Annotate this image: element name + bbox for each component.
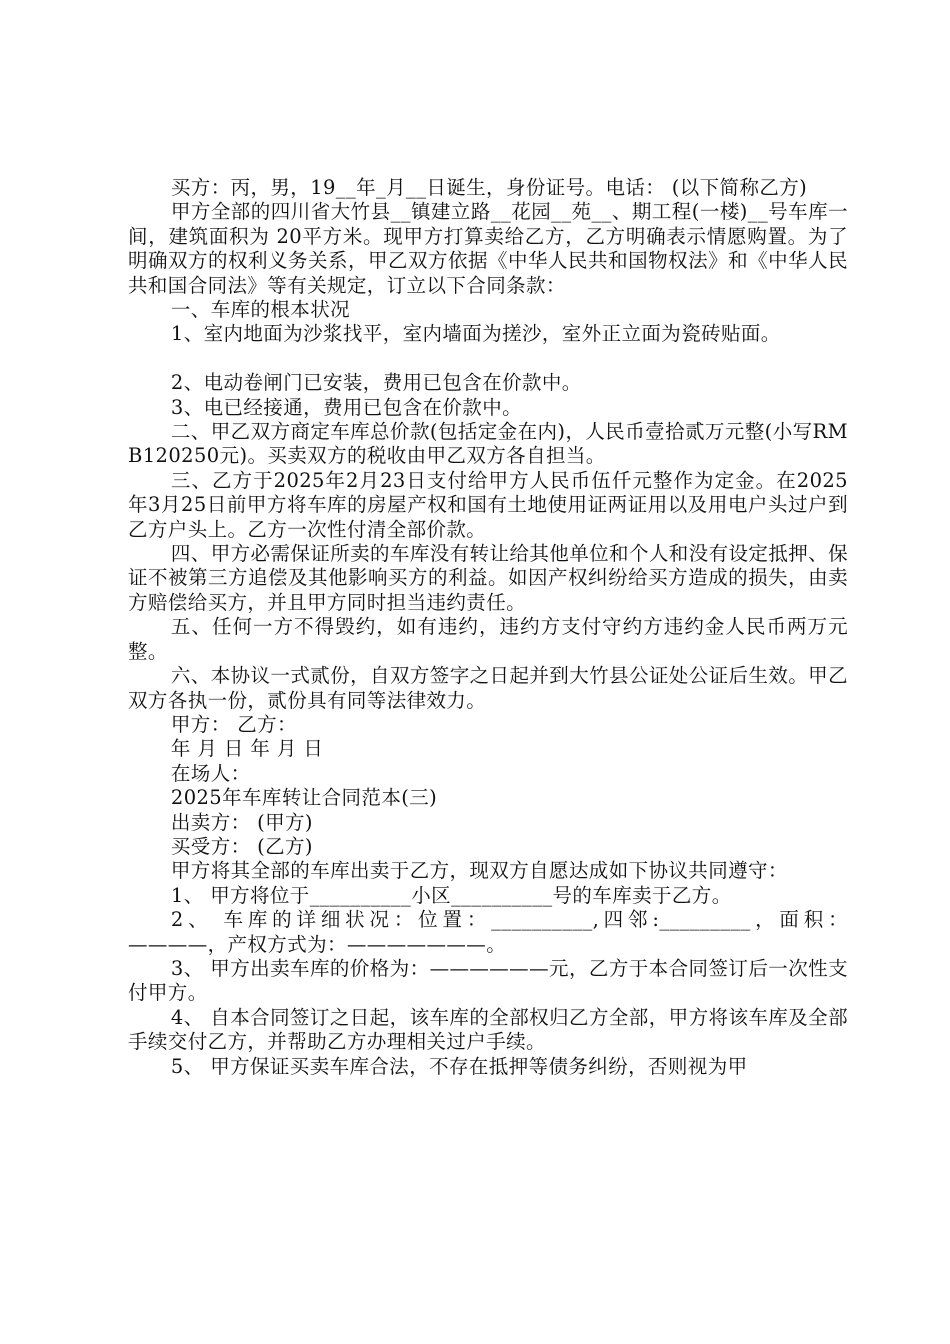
clause-deposit-paragraph: 三、乙方于2025年2月23日支付给甲方人民币伍仟元整作为定金。在2025年3月25日前甲方将车库的房屋产权和国有土地使用证两证用以及用电户头过户到乙方户头上。乙方一次性付清全部价款。 bbox=[128, 468, 848, 541]
clause-paragraph: 5、 甲方保证买卖车库合法，不存在抵押等债务纠纷，否则视为甲 bbox=[170, 1054, 748, 1078]
witness-line: 在场人： bbox=[170, 761, 251, 785]
clause-paragraph: 1、 甲方将位于__________小区__________号的车库卖于乙方。 bbox=[170, 883, 732, 907]
clause-paragraph: 4、 自本合同签订之日起，该车库的全部权归乙方全部，甲方将该车库及全部手续交付乙方，并帮助乙方办理相关过户手续。 bbox=[128, 1005, 848, 1054]
clause-paragraph: 2、 车库的详细状况：位置：__________,四邻:_________，面积：————，产权方式为：———————。 bbox=[128, 908, 848, 956]
section-title: 2025年车库转让合同范本(三) bbox=[170, 786, 438, 810]
clause-paragraph: 3、电已经接通，费用已包含在价款中。 bbox=[170, 395, 522, 419]
clause-guarantee-paragraph: 四、甲方必需保证所卖的车库没有转让给其他单位和个人和没有设定抵押、保证不被第三方追偿及其他影响买方的利益。如因产权纠纷给买方造成的损失，由卖方赔偿给买方，并且甲方同时担当违约责任。 bbox=[128, 542, 848, 614]
date-line: 年 月 日 年 月 日 bbox=[170, 737, 324, 761]
clause-effect-paragraph: 六、本协议一式贰份，自双方签字之日起并到大竹县公证处公证后生效。甲乙双方各执一份，贰份具有同等法律效力。 bbox=[128, 664, 848, 712]
clause-price-paragraph: 二、甲乙双方商定车库总价款(包括定金在内)，人民币壹拾贰万元整(小写RMB120250元)。买卖双方的税收由甲乙双方各自担当。 bbox=[128, 420, 848, 468]
buyer-info-paragraph: 买方：丙，男，19__年_月__日诞生，身份证号。电话： (以下简称乙方) bbox=[170, 176, 808, 199]
signature-line: 甲方： 乙方： bbox=[170, 712, 297, 736]
clause-paragraph: 3、 甲方出卖车库的价格为：——————元，乙方于本合同签订后一次性支付甲方。 bbox=[128, 956, 848, 1005]
property-description-paragraph: 甲方全部的四川省大竹县__镇建立路__花园__苑__、期工程(一楼)__号车库一间，建筑面积为 20平方米。现甲方打算卖给乙方，乙方明确表示情愿购置。为了明确双方的权利义务关系，甲乙双方依据《中华人民共和国物权法》和《中华人民共和国合同法》等有关规定，订立以下合同条款： bbox=[128, 200, 848, 297]
clause-paragraph: 2、电动卷闸门已安装，费用已包含在价款中。 bbox=[170, 371, 582, 395]
document-body bbox=[128, 176, 848, 1079]
agreement-intro-paragraph: 甲方将其全部的车库出卖于乙方，现双方自愿达成如下协议共同遵守： bbox=[170, 859, 788, 883]
clause-breach-paragraph: 五、任何一方不得毁约，如有违约，违约方支付守约方违约金人民币两万元整。 bbox=[128, 615, 848, 663]
section-heading-garage-condition: 一、车库的根本状况 bbox=[170, 298, 350, 322]
buyer-line: 买受方： (乙方) bbox=[170, 834, 313, 858]
clause-paragraph: 1、室内地面为沙浆找平，室内墙面为搓沙，室外正立面为瓷砖贴面。 bbox=[170, 322, 781, 346]
blank-paragraph bbox=[128, 347, 848, 371]
seller-line: 出卖方： (甲方) bbox=[170, 810, 313, 834]
